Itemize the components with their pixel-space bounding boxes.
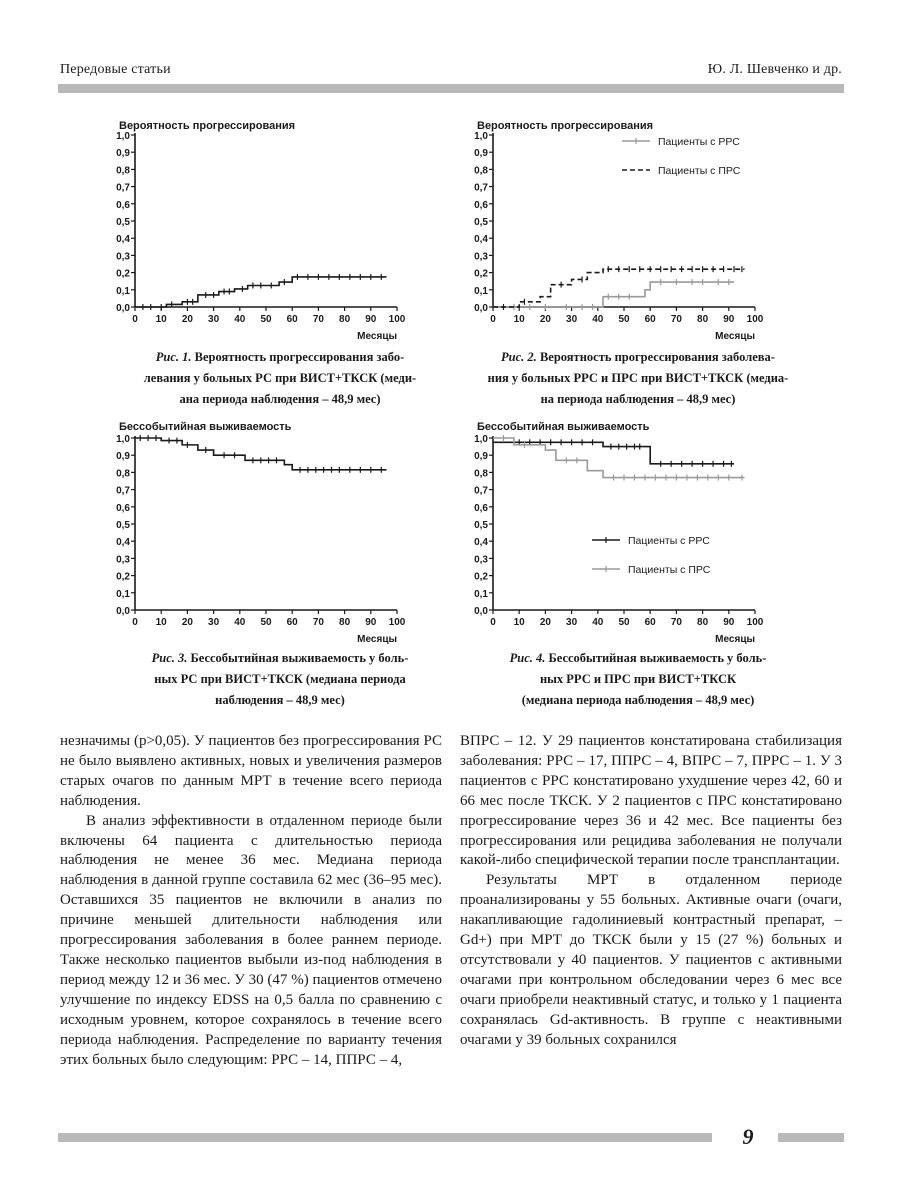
legend-label: Пациенты с ПРС — [628, 564, 711, 576]
y-tick-label: 1,0 — [116, 434, 130, 445]
figure-4-label: Рис. 4. — [509, 651, 546, 665]
x-tick-label: 0 — [132, 314, 138, 325]
x-tick-label: 20 — [181, 314, 193, 325]
x-tick-label: 70 — [670, 617, 682, 628]
x-tick-label: 50 — [260, 617, 272, 628]
x-tick-label: 90 — [365, 314, 377, 325]
x-tick-label: 10 — [155, 617, 167, 628]
y-tick-label: 0,4 — [116, 234, 130, 246]
footer-rule-right — [778, 1133, 844, 1142]
x-tick-label: 20 — [539, 314, 551, 325]
y-tick-label: 0,0 — [474, 303, 488, 314]
y-tick-label: 0,6 — [474, 199, 488, 211]
x-tick-label: 100 — [746, 617, 764, 628]
x-axis-title: Месяцы — [715, 634, 755, 645]
y-tick-label: 0,9 — [474, 451, 488, 463]
y-tick-label: 1,0 — [474, 131, 488, 142]
x-tick-label: 20 — [539, 617, 551, 628]
figure-4 — [458, 418, 818, 711]
x-tick-label: 80 — [697, 617, 709, 628]
y-tick-label: 0,2 — [116, 571, 130, 583]
x-axis-title: Месяцы — [715, 331, 755, 342]
y-tick-label: 0,8 — [116, 165, 130, 177]
y-tick-label: 0,3 — [474, 554, 488, 566]
figure-2-chart — [458, 117, 788, 343]
y-tick-label: 0,5 — [474, 217, 488, 228]
y-tick-label: 0,6 — [116, 502, 130, 514]
y-tick-label: 0,5 — [474, 520, 488, 531]
y-tick-label: 0,1 — [474, 588, 488, 600]
figure-1-caption: Рис. 1. Вероятность прогрессирования забо- левания у больных РС при ВИСТ+ТКСК (меди- ана периода наблюдения – 48,9 мес) — [143, 350, 417, 406]
y-tick-label: 1,0 — [474, 434, 488, 445]
x-tick-label: 80 — [339, 617, 351, 628]
y-tick-label: 0,2 — [474, 571, 488, 583]
y-tick-label: 0,7 — [116, 182, 130, 194]
figure-1-label: Рис. 1. — [155, 350, 192, 364]
x-tick-label: 40 — [234, 617, 246, 628]
y-tick-label: 0,1 — [116, 285, 130, 297]
y-axis-title: Бессобытийная выживаемость — [119, 421, 292, 433]
x-tick-label: 100 — [388, 617, 406, 628]
legend-label: Пациенты с РРС — [628, 535, 710, 547]
x-axis-title: Месяцы — [357, 634, 397, 645]
y-tick-label: 0,9 — [116, 148, 130, 160]
y-tick-label: 0,0 — [116, 303, 130, 314]
y-axis-title: Вероятность прогрессирования — [477, 120, 654, 132]
y-tick-label: 0,2 — [474, 268, 488, 280]
x-tick-label: 60 — [286, 314, 298, 325]
x-tick-label: 30 — [208, 617, 220, 628]
y-tick-label: 0,3 — [116, 251, 130, 263]
x-tick-label: 90 — [365, 617, 377, 628]
text-column-right — [460, 732, 842, 1051]
x-tick-label: 40 — [592, 617, 604, 628]
x-tick-label: 70 — [670, 314, 682, 325]
x-tick-label: 70 — [312, 314, 324, 325]
y-tick-label: 0,6 — [474, 502, 488, 514]
x-tick-label: 0 — [132, 617, 138, 628]
paragraph: В анализ эффективности в отдаленном периоде были включены 64 пациента с длительностью периода наблюдения не менее 36 мес. Медиана периода наблюдения в данной группе составила 62 мес (36–95 мес). Оставшихся 35 пациентов не включили в анализ по причине меньшей длительности наблюдения или прогрессирования заболевания в более раннем периоде. Также несколько пациентов выбыли из-под наблюдения в период между 12 и 36 мес. У 30 (47 %) пациентов отмечено улучшение по индексу EDSS на 0,5 балла по сравнению с исходным уровнем, которое сохранялось в течение всего периода наблюдения. Распределение по варианту течения этих больных было следующим: РРС – 14, ППРС – 4, — [60, 812, 442, 1068]
text-column-left — [60, 732, 442, 1070]
x-tick-label: 10 — [155, 314, 167, 325]
y-tick-label: 0,4 — [474, 537, 488, 549]
legend-label: Пациенты с ПРС — [658, 165, 741, 177]
figure-2-label: Рис. 2. — [501, 350, 537, 364]
page-number: 9 — [742, 1124, 754, 1149]
y-tick-label: 0,5 — [116, 217, 130, 228]
y-tick-label: 0,2 — [116, 268, 130, 280]
authors: Ю. Л. Шевченко и др. — [707, 62, 842, 77]
paragraph: Результаты МРТ в отдаленном периоде проанализированы у 55 больных. Активные очаги (очаги, накапливающие гадолиниевый контрастный препарат, – Gd+) при МРТ до ТКСК были у 15 (27 %) больных и отсутствовали у 40 пациентов. У пациентов с активными очагами при контрольном обследовании через 6 мес все очаги приобрели неактивный статус, и только у 1 пациента сохранялась Gd-активность. В группе с неактивными очагами у 39 больных сохранился — [460, 872, 842, 1048]
y-tick-label: 0,8 — [474, 165, 488, 177]
legend-label: Пациенты с РРС — [658, 136, 740, 148]
y-tick-label: 0,1 — [116, 588, 130, 600]
x-tick-label: 70 — [312, 617, 324, 628]
x-tick-label: 60 — [644, 617, 656, 628]
figure-2 — [458, 117, 818, 410]
y-tick-label: 0,1 — [474, 285, 488, 297]
x-tick-label: 10 — [513, 314, 525, 325]
x-tick-label: 50 — [618, 314, 630, 325]
y-tick-label: 0,0 — [116, 606, 130, 617]
figure-4-chart — [458, 418, 788, 644]
series-line-1 — [135, 438, 387, 470]
x-tick-label: 30 — [566, 617, 578, 628]
y-tick-label: 0,7 — [474, 182, 488, 194]
x-tick-label: 100 — [746, 314, 764, 325]
y-tick-label: 0,3 — [474, 251, 488, 263]
header-rule — [58, 84, 844, 93]
x-tick-label: 50 — [618, 617, 630, 628]
y-axis-title: Бессобытийная выживаемость — [477, 421, 650, 433]
figure-3-caption: Рис. 3. Бессобытийная выживаемость у боль- ных РС при ВИСТ+ТКСК (медиана периода наблюдения – 48,9 мес) — [151, 651, 409, 707]
y-tick-label: 0,0 — [474, 606, 488, 617]
x-tick-label: 80 — [339, 314, 351, 325]
series-line-2 — [493, 269, 745, 307]
x-tick-label: 10 — [513, 617, 525, 628]
series-line-1 — [493, 282, 734, 307]
y-tick-label: 0,8 — [116, 468, 130, 480]
figure-1 — [100, 117, 460, 410]
figure-3-chart — [100, 418, 430, 644]
y-tick-label: 0,4 — [474, 234, 488, 246]
x-tick-label: 30 — [208, 314, 220, 325]
y-tick-label: 0,7 — [116, 485, 130, 497]
x-tick-label: 80 — [697, 314, 709, 325]
y-tick-label: 0,6 — [116, 199, 130, 211]
y-axis-title: Вероятность прогрессирования — [119, 120, 296, 132]
figure-3-label: Рис. 3. — [151, 651, 188, 665]
x-tick-label: 40 — [592, 314, 604, 325]
series-line-1 — [135, 277, 387, 307]
x-tick-label: 100 — [388, 314, 406, 325]
x-tick-label: 50 — [260, 314, 272, 325]
x-tick-label: 40 — [234, 314, 246, 325]
x-tick-label: 0 — [490, 314, 496, 325]
x-tick-label: 60 — [644, 314, 656, 325]
y-tick-label: 0,8 — [474, 468, 488, 480]
footer-rule-left — [58, 1133, 712, 1142]
figure-2-caption: Рис. 2. Вероятность прогрессирования заболева- ния у больных РРС и ПРС при ВИСТ+ТКСК (медиа- на периода наблюдения – 48,9 мес) — [487, 350, 789, 406]
figure-1-chart — [100, 117, 430, 343]
section-title: Передовые статьи — [60, 62, 171, 77]
y-tick-label: 0,5 — [116, 520, 130, 531]
x-tick-label: 90 — [723, 617, 735, 628]
x-tick-label: 20 — [181, 617, 193, 628]
y-tick-label: 0,9 — [116, 451, 130, 463]
y-tick-label: 0,4 — [116, 537, 130, 549]
running-header — [60, 62, 842, 82]
figure-3 — [100, 418, 460, 711]
x-tick-label: 90 — [723, 314, 735, 325]
y-tick-label: 0,3 — [116, 554, 130, 566]
x-tick-label: 60 — [286, 617, 298, 628]
y-tick-label: 1,0 — [116, 131, 130, 142]
y-tick-label: 0,9 — [474, 148, 488, 160]
x-axis-title: Месяцы — [357, 331, 397, 342]
paragraph: ВПРС – 12. У 29 пациентов констатирована стабилизация заболевания: РРС – 17, ППРС – 4, ВПРС – 7, ПРРС – 1. У 3 пациентов с РРС констатировано ухудшение через 42, 60 и 66 мес после ТКСК. У 2 пациентов с ПРС констатировано прогрессирование через 36 и 42 мес. Все пациенты без прогрессирования или рецидива заболевания не получали какой-либо специфической терапии после трансплантации. — [460, 733, 842, 869]
x-tick-label: 30 — [566, 314, 578, 325]
figure-4-caption: Рис. 4. Бессобытийная выживаемость у боль- ных РРС и ПРС при ВИСТ+ТКСК (медиана периода наблюдения – 48,9 мес) — [509, 651, 767, 707]
paragraph: незначимы (p>0,05). У пациентов без прогрессирования РС не было выявлено активных, новых и увеличения размеров старых очагов по данным МРТ в течение всего периода наблюдения. — [60, 733, 442, 809]
x-tick-label: 0 — [490, 617, 496, 628]
y-tick-label: 0,7 — [474, 485, 488, 497]
